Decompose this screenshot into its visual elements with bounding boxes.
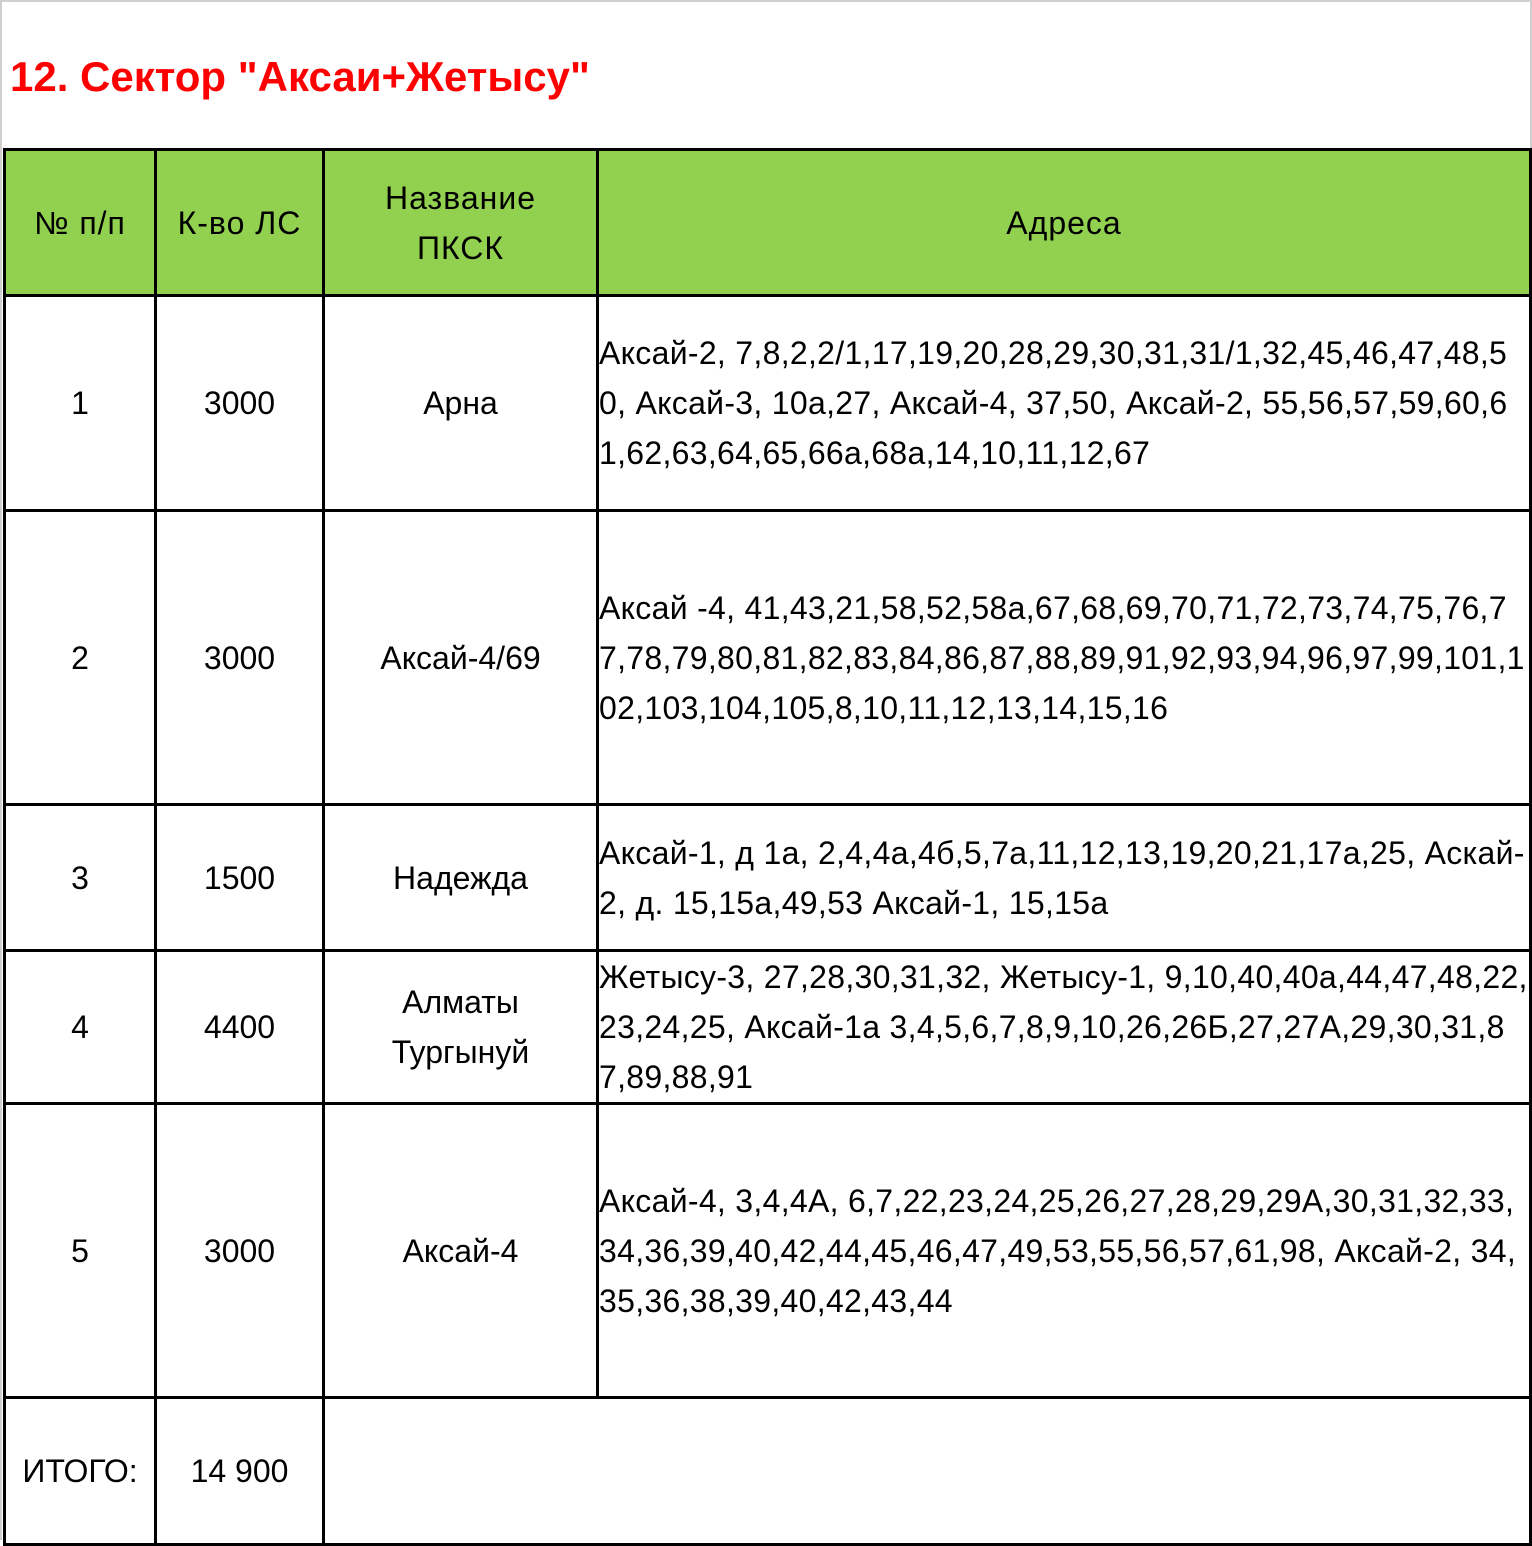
cell-name xyxy=(324,951,598,1104)
cell-num: 2 xyxy=(5,511,156,805)
header-name-line2: ПКСК xyxy=(416,229,505,266)
table-row xyxy=(5,296,1531,511)
header-count: К-во ЛС xyxy=(156,150,324,296)
cell-num: 3 xyxy=(5,805,156,951)
cell-num: 5 xyxy=(5,1104,156,1398)
header-name-line1: Название xyxy=(385,179,536,216)
cell-addresses: Аксай-4, 3,4,4А, 6,7,22,23,24,25,26,27,28,29,29А,30,31,32,33,34,36,39,40,42,44,45,46,47,49,53,55,56,57,61,98, Аксай-2, 34,35,36,38,39,40,42,43,44 xyxy=(598,1104,1531,1398)
cell-name-line1: Алматы xyxy=(402,984,519,1020)
cell-name: Надежда xyxy=(324,805,598,951)
cell-addresses: Жетысу-3, 27,28,30,31,32, Жетысу-1, 9,10,40,40а,44,47,48,22,23,24,25, Аксай-1а 3,4,5,6,7,8,9,10,26,26Б,27,27А,29,30,31,87,89,88,91 xyxy=(598,951,1531,1104)
cell-name: Аксай-4 xyxy=(324,1104,598,1398)
page-title: 12. Сектор "Аксаи+Жетысу" xyxy=(10,53,590,100)
header-name xyxy=(324,150,598,296)
cell-num: 1 xyxy=(5,296,156,511)
cell-name: Арна xyxy=(324,296,598,511)
table-header-row xyxy=(5,150,1531,296)
cell-count: 3000 xyxy=(156,511,324,805)
cell-num: 4 xyxy=(5,951,156,1104)
cell-addresses: Аксай -4, 41,43,21,58,52,58а,67,68,69,70,71,72,73,74,75,76,77,78,79,80,81,82,83,84,86,87,88,89,91,92,93,94,96,97,99,101,102,103,104,105,8,10,11,12,13,14,15,16 xyxy=(598,511,1531,805)
cell-count: 4400 xyxy=(156,951,324,1104)
total-value: 14 900 xyxy=(156,1398,324,1545)
header-num: № п/п xyxy=(5,150,156,296)
table-row xyxy=(5,951,1531,1104)
total-label: ИТОГО: xyxy=(5,1398,156,1545)
cell-addresses: Аксай-1, д 1а, 2,4,4а,4б,5,7а,11,12,13,19,20,21,17а,25, Аскай-2, д. 15,15а,49,53 Аксай-1, 15,15а xyxy=(598,805,1531,951)
cell-name-line2: Тургынуй xyxy=(391,1034,530,1070)
header-addresses: Адреса xyxy=(598,150,1531,296)
cell-count: 3000 xyxy=(156,296,324,511)
total-empty-cell xyxy=(324,1398,1531,1545)
table-row xyxy=(5,805,1531,951)
sector-table xyxy=(3,148,1532,1546)
table-row xyxy=(5,1104,1531,1398)
table-row xyxy=(5,511,1531,805)
total-row xyxy=(5,1398,1531,1545)
cell-name: Аксай-4/69 xyxy=(324,511,598,805)
cell-addresses: Аксай-2, 7,8,2,2/1,17,19,20,28,29,30,31,31/1,32,45,46,47,48,50, Аксай-3, 10а,27, Аксай-4, 37,50, Аксай-2, 55,56,57,59,60,61,62,63,64,65,66а,68а,14,10,11,12,67 xyxy=(598,296,1531,511)
cell-count: 3000 xyxy=(156,1104,324,1398)
cell-count: 1500 xyxy=(156,805,324,951)
